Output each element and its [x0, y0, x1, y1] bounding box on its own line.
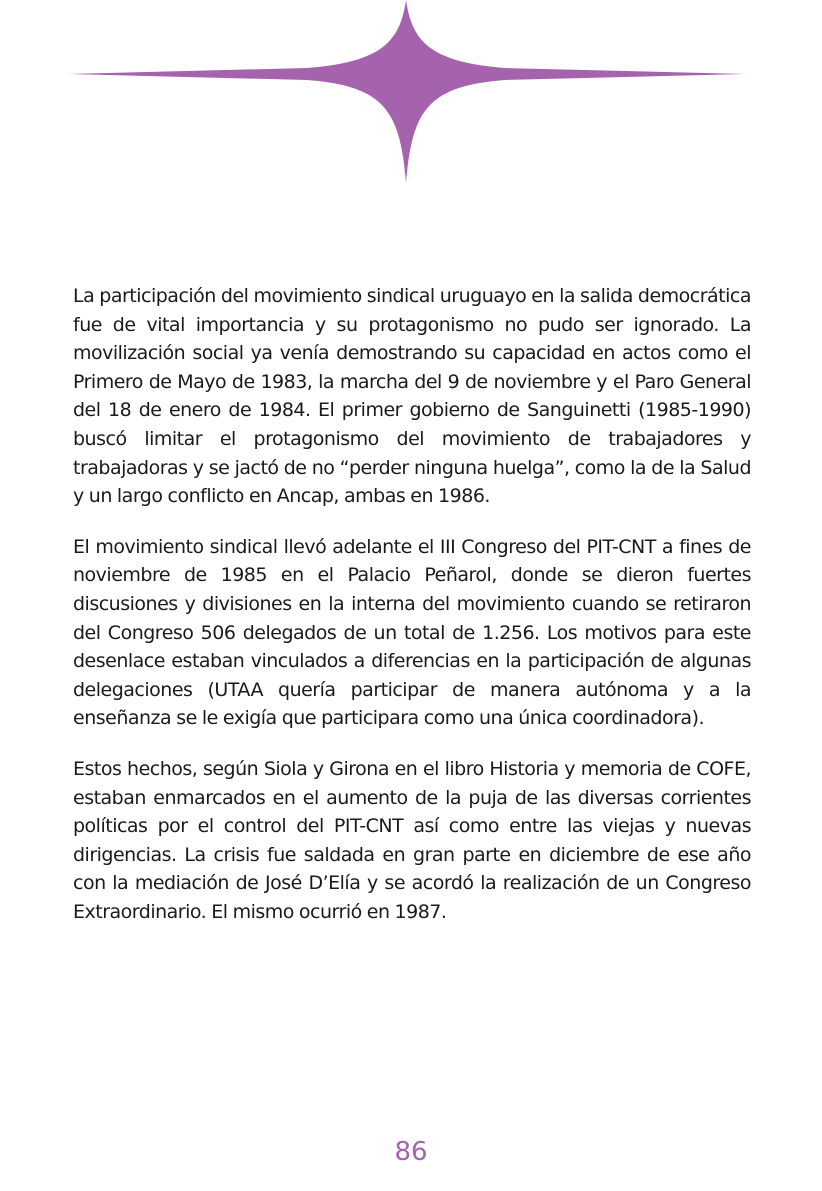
paragraph-2: El movimiento sindical llevó adelante el III Congreso del PIT-CNT a fines de noviembre de 1985 en el Palacio Peñarol, donde se dieron fuertes discusiones y divisiones en la interna del movimiento cuando se retiraron del Congreso 506 delegados de un total de 1.256. Los motivos para este desenlace estaban vinculados a diferencias en la participación de algunas delegaciones (UTAA quería participar de manera autónoma y a la enseñanza se le exigía que participara como una única coordinadora).	[73, 535, 751, 730]
paragraph-3: Estos hechos, según Siola y Girona en el libro Historia y memoria de COFE, estaban enmarcados en el aumento de la puja de las diversas corrientes políticas por el control del PIT-CNT así como entre las viejas y nuevas dirigencias. La crisis fue saldada en gran parte en diciembre de ese año con la mediación de José D’Elía y se acordó la realización de un Congreso Extraordinario. El mismo ocurrió en 1987.	[73, 757, 751, 923]
page-number: 86	[394, 1137, 428, 1167]
paragraph-1: La participación del movimiento sindical uruguayo en la salida democrática fue de vital importancia y su protagonismo no pudo ser ignorado. La movilización social ya venía demostrando su capacidad en actos como el Primero de Mayo de 1983, la marcha del 9 de noviembre y el Paro General del 18 de enero de 1984. El primer gobierno de Sanguinetti (1985-1990) buscó limitar el protagonismo del movimiento de trabajadores y trabajadoras y se jactó de no “perder ninguna huelga”, como la de la Salud y un largo conflicto en Ancap, ambas en 1986.	[73, 285, 751, 508]
body-text	[73, 282, 751, 948]
four-point-star-icon	[0, 0, 822, 200]
